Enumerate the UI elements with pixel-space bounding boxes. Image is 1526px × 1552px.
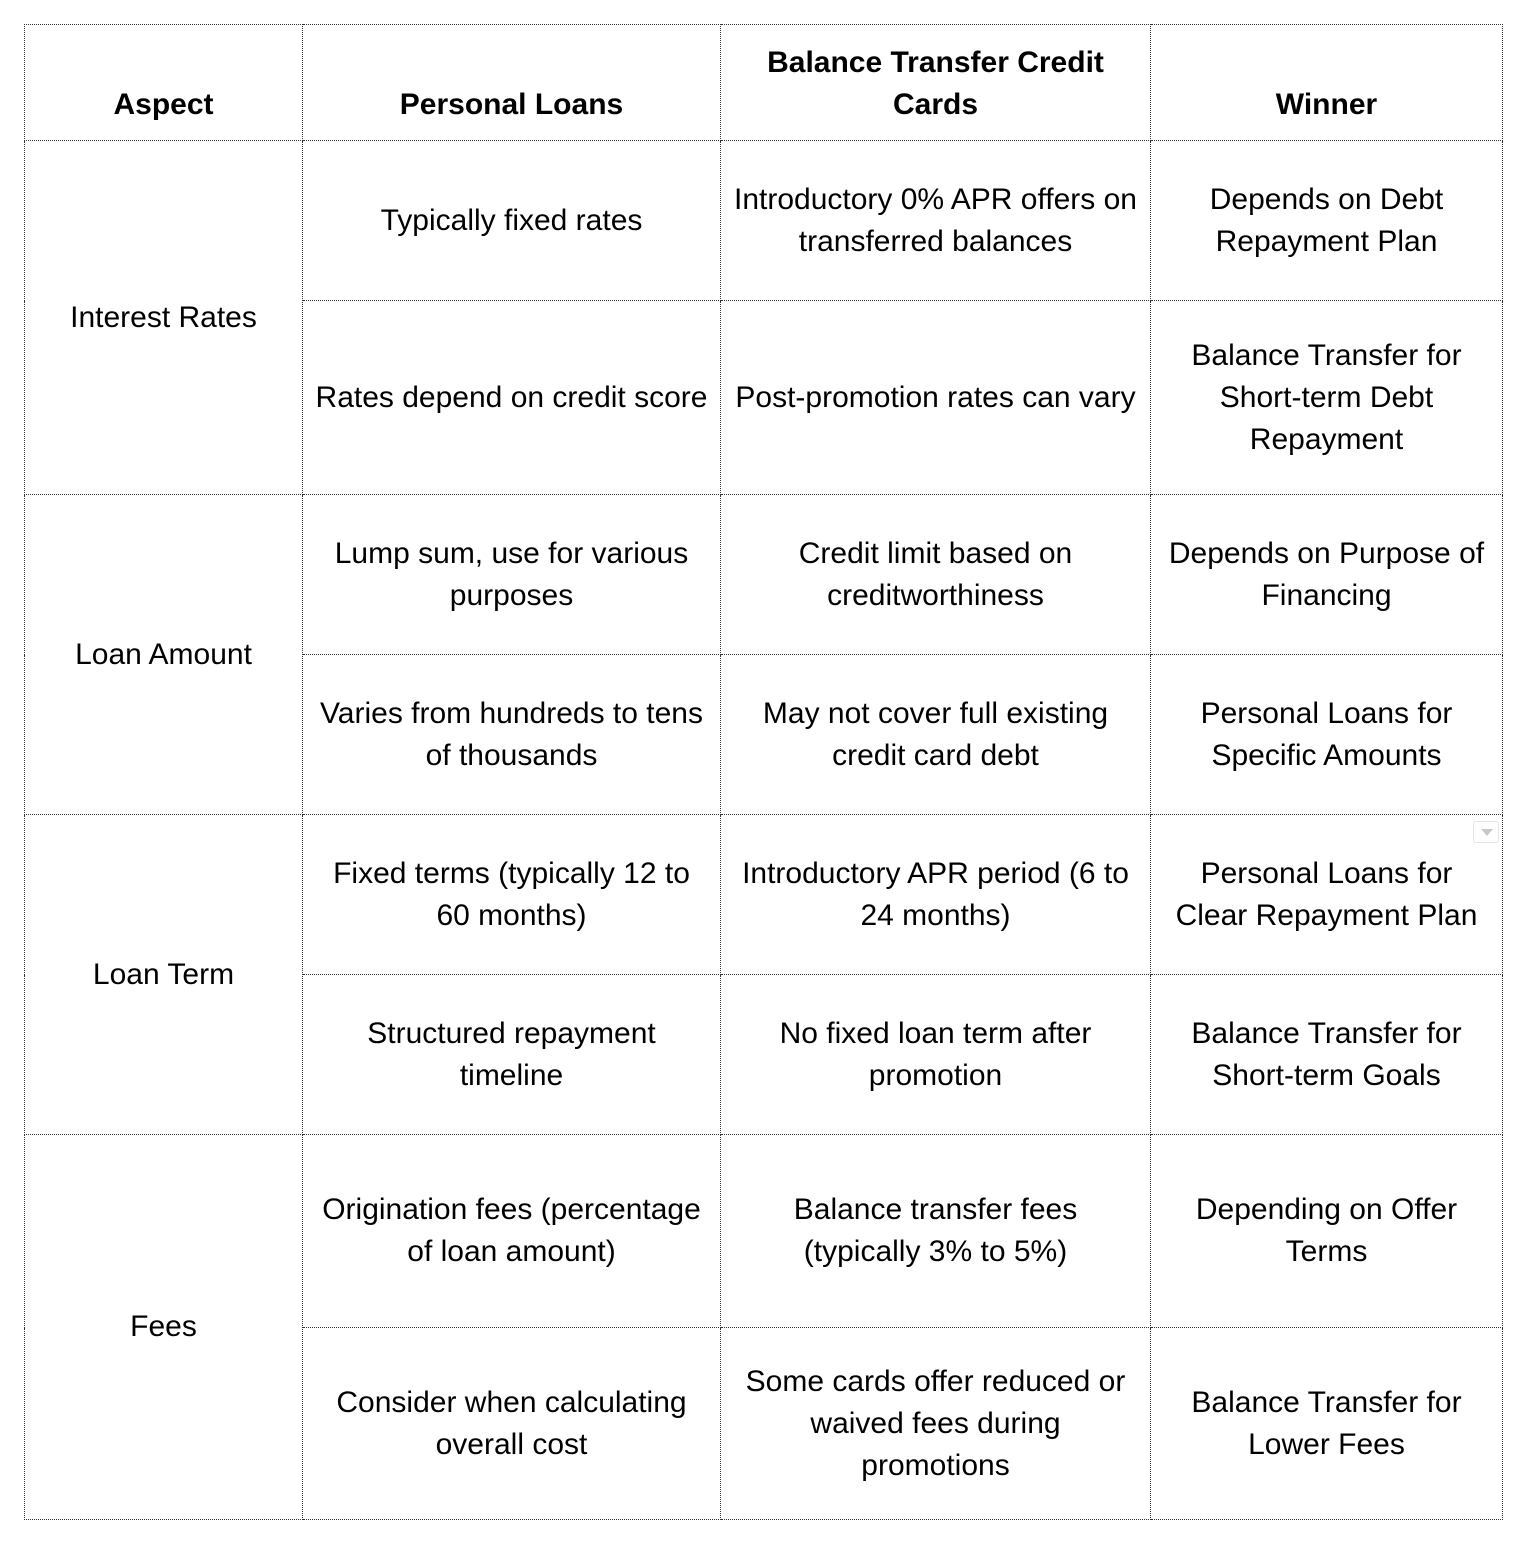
header-personal-loans: Personal Loans: [303, 25, 721, 141]
aspect-interest-rates: Interest Rates: [25, 141, 303, 495]
table-cell: No fixed loan term after promotion: [721, 975, 1151, 1135]
table-cell: [1151, 815, 1503, 975]
table-cell: Typically fixed rates: [303, 141, 721, 301]
table-cell: Balance Transfer for Short-term Goals: [1151, 975, 1503, 1135]
table-cell: May not cover full existing credit card debt: [721, 655, 1151, 815]
table-row: [25, 1135, 1503, 1328]
table-cell: Balance transfer fees (typically 3% to 5%): [721, 1135, 1151, 1328]
table-row: [25, 815, 1503, 975]
table-cell: Lump sum, use for various purposes: [303, 495, 721, 655]
table-cell: Origination fees (percentage of loan amount): [303, 1135, 721, 1328]
table-row: [25, 141, 1503, 301]
winner-text: Personal Loans for Clear Repayment Plan: [1175, 856, 1478, 932]
header-aspect: Aspect: [25, 25, 303, 141]
table-cell: Structured repayment timeline: [303, 975, 721, 1135]
aspect-fees: Fees: [25, 1135, 303, 1520]
table-cell: Depends on Debt Repayment Plan: [1151, 141, 1503, 301]
dropdown-arrow-icon[interactable]: [1473, 821, 1499, 843]
table-row: [25, 495, 1503, 655]
aspect-loan-term: Loan Term: [25, 815, 303, 1135]
table-cell: Varies from hundreds to tens of thousands: [303, 655, 721, 815]
comparison-table: [24, 24, 1503, 1520]
table-cell: Fixed terms (typically 12 to 60 months): [303, 815, 721, 975]
table-cell: Introductory 0% APR offers on transferred balances: [721, 141, 1151, 301]
table-cell: Consider when calculating overall cost: [303, 1328, 721, 1520]
table-cell: Some cards offer reduced or waived fees during promotions: [721, 1328, 1151, 1520]
table-cell: Rates depend on credit score: [303, 301, 721, 495]
aspect-loan-amount: Loan Amount: [25, 495, 303, 815]
table-cell: Depends on Purpose of Financing: [1151, 495, 1503, 655]
table-cell: Post-promotion rates can vary: [721, 301, 1151, 495]
header-winner: Winner: [1151, 25, 1503, 141]
table-cell: Credit limit based on creditworthiness: [721, 495, 1151, 655]
table-cell: Introductory APR period (6 to 24 months): [721, 815, 1151, 975]
table-cell: Depending on Offer Terms: [1151, 1135, 1503, 1328]
header-row: [25, 25, 1503, 141]
table-cell: Personal Loans for Specific Amounts: [1151, 655, 1503, 815]
table-cell: Balance Transfer for Lower Fees: [1151, 1328, 1503, 1520]
header-balance-transfer-cards: Balance Transfer Credit Cards: [721, 25, 1151, 141]
table-cell: Balance Transfer for Short-term Debt Repayment: [1151, 301, 1503, 495]
